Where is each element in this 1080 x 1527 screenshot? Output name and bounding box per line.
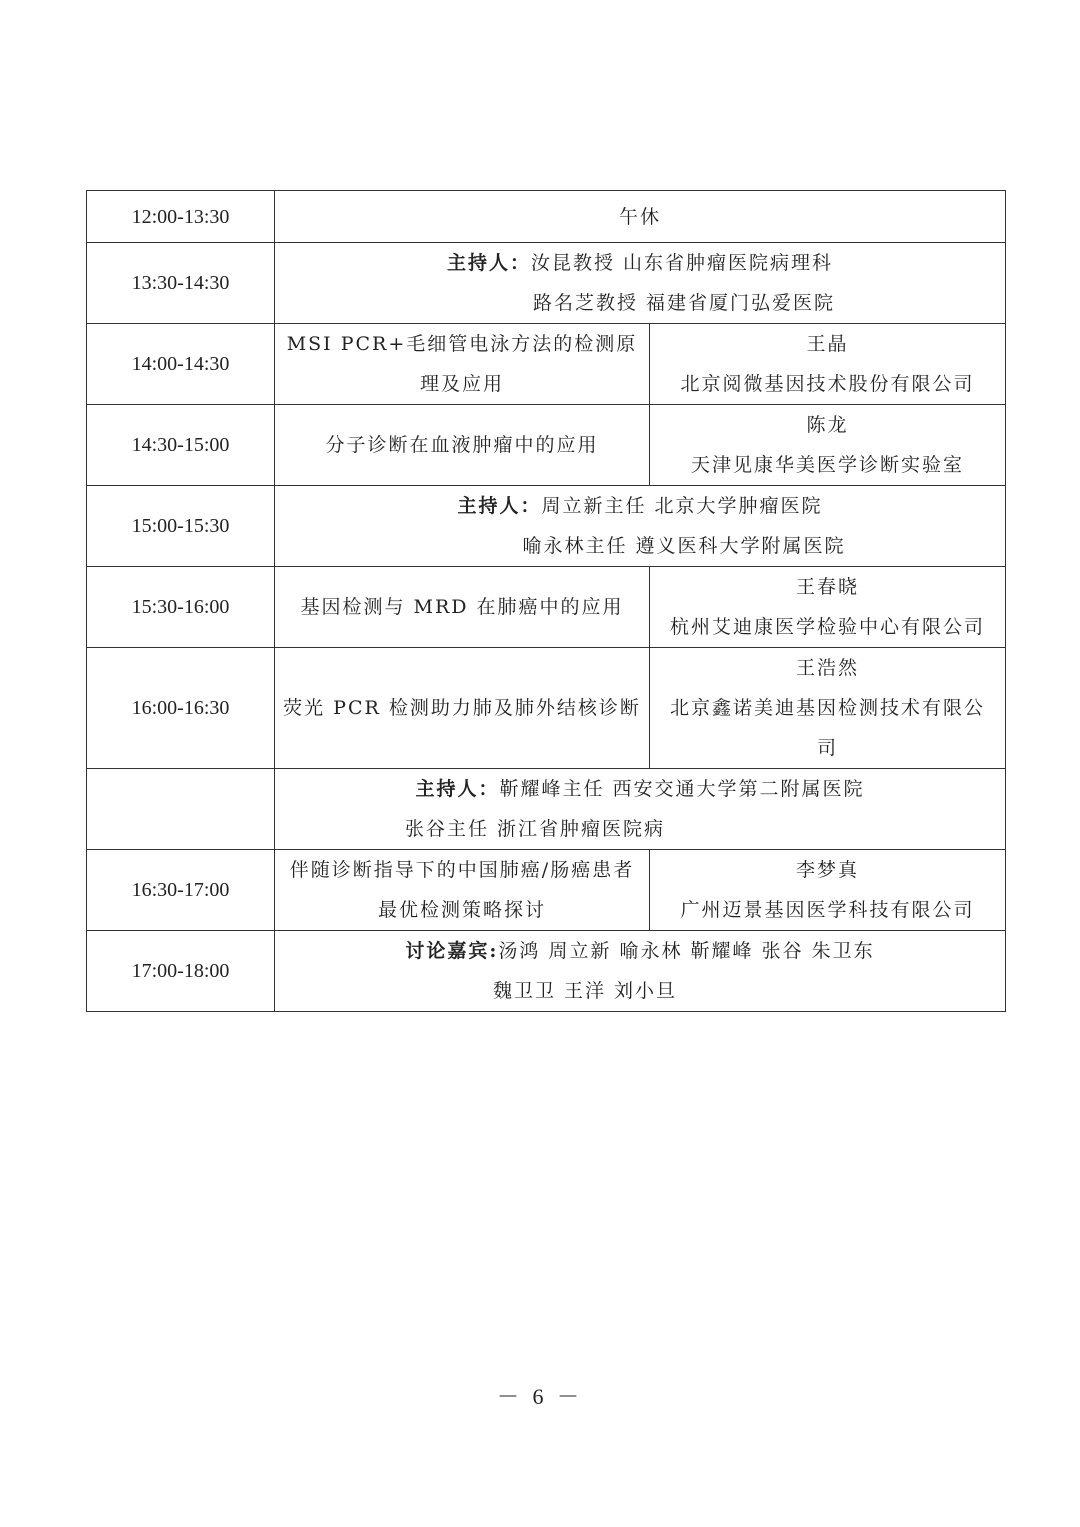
host-label: 主持人： (457, 495, 542, 517)
break-cell: 午休 (275, 191, 1006, 243)
speaker-name: 王春晓 (796, 576, 860, 598)
time-cell: 17:00-18:00 (87, 931, 275, 1012)
guests-line-2: 魏卫卫 王洋 刘小旦 (492, 980, 678, 1002)
time-cell: 16:30-17:00 (87, 850, 275, 931)
host-cell (275, 243, 1006, 324)
host-label: 主持人： (415, 778, 500, 800)
speaker-org: 北京鑫诺美迪基因检测技术有限公 (670, 697, 986, 719)
time-cell: 14:30-15:00 (87, 405, 275, 486)
host-line-1: 主持人：汝昆教授 山东省肿瘤医院病理科 (446, 252, 834, 274)
schedule-row-host (87, 243, 1006, 324)
speaker-name: 陈龙 (806, 414, 849, 436)
speaker-org: 天津见康华美医学诊断实验室 (691, 454, 965, 476)
host-line-1: 主持人：靳耀峰主任 西安交通大学第二附属医院 (415, 778, 865, 800)
schedule-row-lunch (87, 191, 1006, 243)
speaker-org: 北京阅微基因技术股份有限公司 (680, 373, 975, 395)
speaker-cell (650, 648, 1006, 769)
speaker-cell (650, 405, 1006, 486)
topic-cell: 荧光 PCR 检测助力肺及肺外结核诊断 (275, 648, 650, 769)
speaker-cell (650, 324, 1006, 405)
page-number: － 6 － (496, 1384, 583, 1409)
guests-cell (275, 931, 1006, 1012)
topic-cell: 伴随诊断指导下的中国肺癌/肠癌患者 最优检测策略探讨 (275, 850, 650, 931)
host-label: 主持人： (446, 252, 531, 274)
time-cell: 13:30-14:30 (87, 243, 275, 324)
host-cell (275, 486, 1006, 567)
guests-line-1: 讨论嘉宾:汤鸿 周立新 喻永林 靳耀峰 张谷 朱卫东 (405, 940, 875, 962)
host-line-2: 路名芝教授 福建省厦门弘爱医院 (532, 292, 836, 314)
speaker-org: 广州迈景基因医学科技有限公司 (680, 899, 975, 921)
schedule-row-talk (87, 567, 1006, 648)
host-cell (275, 769, 1006, 850)
host-line-1: 主持人：周立新主任 北京大学肿瘤医院 (457, 495, 823, 517)
speaker-cell (650, 567, 1006, 648)
time-cell: 14:00-14:30 (87, 324, 275, 405)
time-cell: 12:00-13:30 (87, 191, 275, 243)
schedule-row-host (87, 486, 1006, 567)
time-cell: 15:30-16:00 (87, 567, 275, 648)
speaker-org: 司 (817, 737, 839, 759)
speaker-cell (650, 850, 1006, 931)
schedule-row-host (87, 769, 1006, 850)
time-cell (87, 769, 275, 850)
speaker-name: 王浩然 (796, 657, 860, 679)
schedule-table (86, 190, 1006, 1012)
schedule-row-talk (87, 648, 1006, 769)
schedule-row-talk (87, 850, 1006, 931)
guests-label: 讨论嘉宾: (405, 940, 499, 962)
topic-cell: 分子诊断在血液肿瘤中的应用 (275, 405, 650, 486)
schedule-row-discussion (87, 931, 1006, 1012)
host-line-2: 喻永林主任 遵义医科大学附属医院 (522, 535, 846, 557)
speaker-name: 王晶 (806, 333, 849, 355)
topic-cell: 基因检测与 MRD 在肺癌中的应用 (275, 567, 650, 648)
schedule-row-talk (87, 405, 1006, 486)
time-cell: 15:00-15:30 (87, 486, 275, 567)
host-line-2: 张谷主任 浙江省肿瘤医院病 (404, 818, 666, 840)
time-cell: 16:00-16:30 (87, 648, 275, 769)
speaker-org: 杭州艾迪康医学检验中心有限公司 (670, 616, 986, 638)
topic-cell: MSI PCR+毛细管电泳方法的检测原 理及应用 (275, 324, 650, 405)
speaker-name: 李梦真 (796, 859, 860, 881)
schedule-row-talk (87, 324, 1006, 405)
